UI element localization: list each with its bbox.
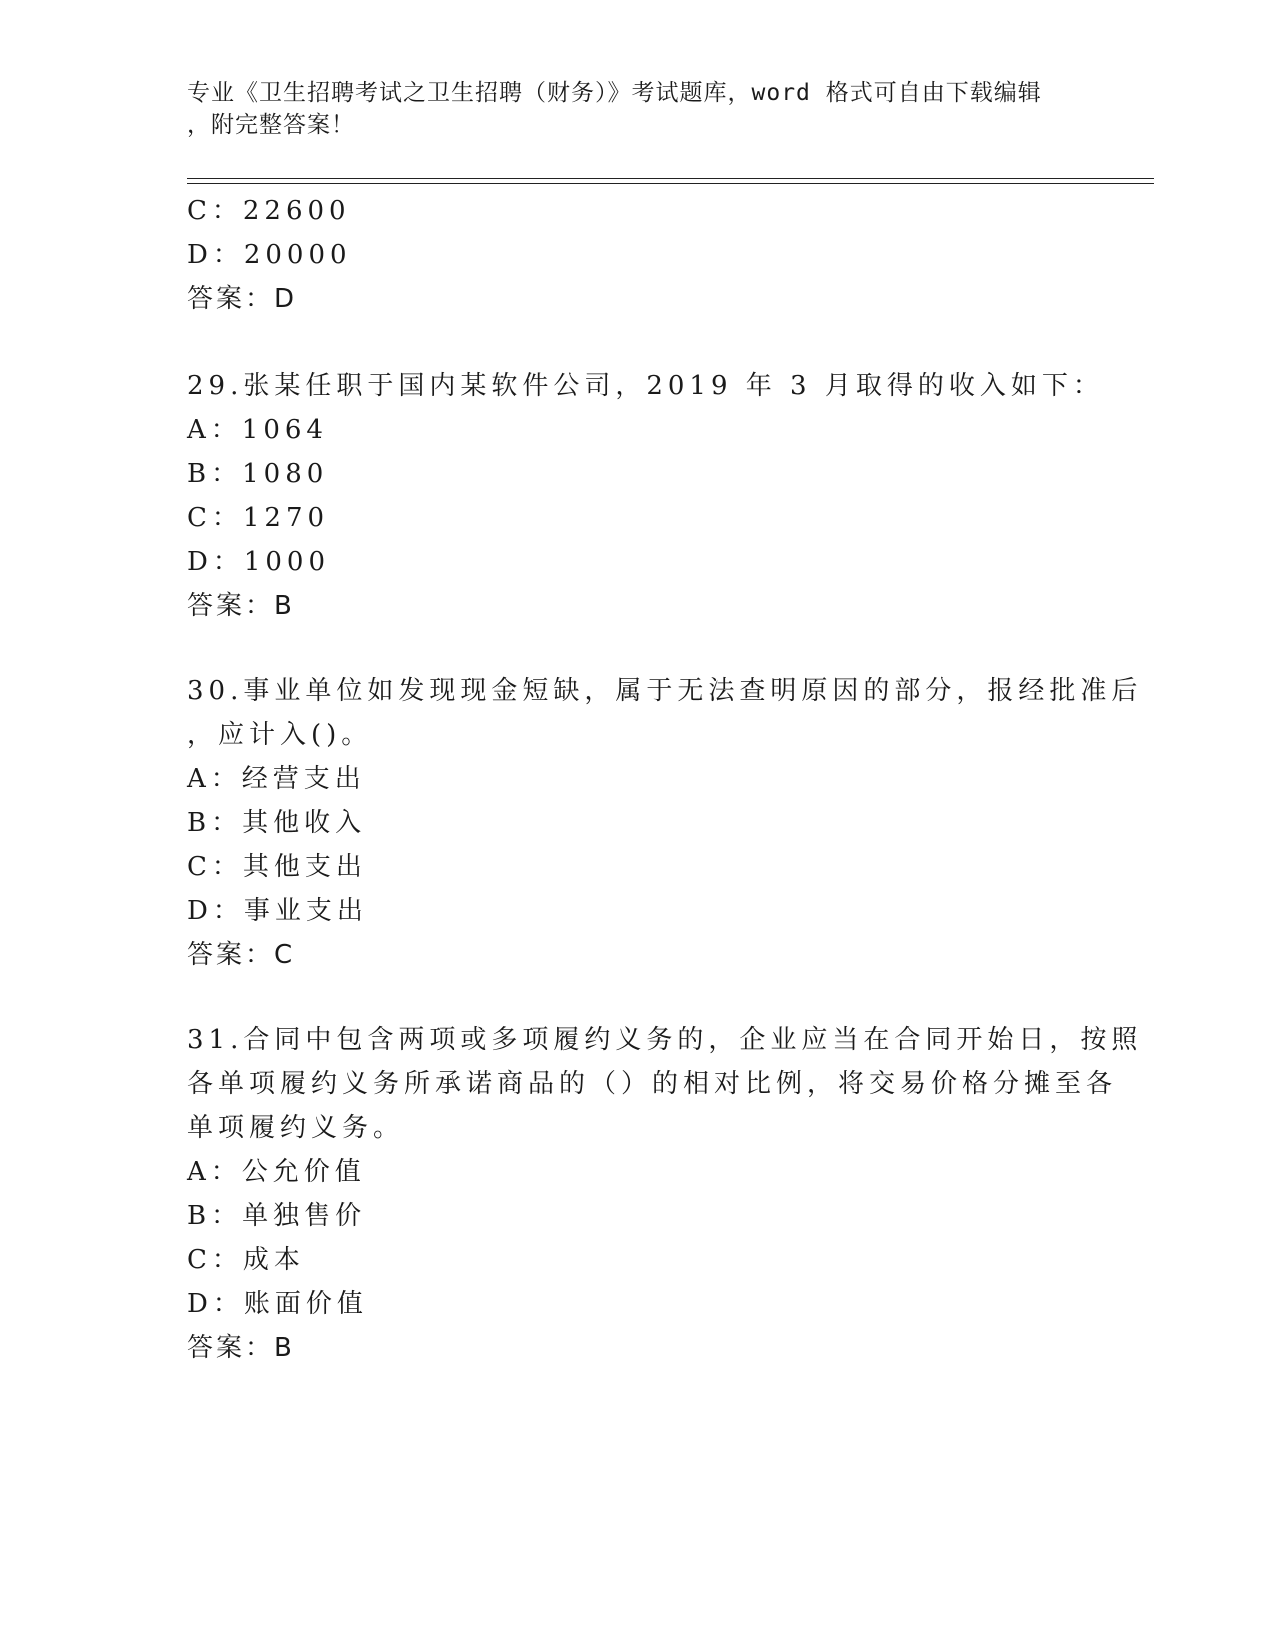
question-stem: 29.张某任职于国内某软件公司，2019 年 3 月取得的收入如下： xyxy=(187,371,1104,401)
option-c: C：其他支出 xyxy=(187,852,367,882)
option-c: C：1270 xyxy=(187,503,330,533)
header-divider-bottom xyxy=(187,183,1154,184)
answer-line: 答案：B xyxy=(187,591,295,621)
header-title-line-2: ，附完整答案！ xyxy=(187,112,355,138)
answer-line: 答案：B xyxy=(187,1333,295,1363)
header-title-line-1: 专业《卫生招聘考试之卫生招聘（财务）》考试题库，word 格式可自由下载编辑 xyxy=(187,80,1042,106)
question-stem-line-1: 31.合同中包含两项或多项履约义务的，企业应当在合同开始日，按照 xyxy=(187,1025,1143,1055)
option-b: B：单独售价 xyxy=(187,1201,367,1231)
answer-line: 答案：C xyxy=(187,940,296,970)
question-stem-line-2: 各单项履约义务所承诺商品的（）的相对比例，将交易价格分摊至各 xyxy=(187,1069,1118,1099)
question-stem-line-1: 30.事业单位如发现现金短缺，属于无法查明原因的部分，报经批准后 xyxy=(187,676,1143,706)
question-stem-line-3: 单项履约义务。 xyxy=(187,1113,405,1143)
option-a: A：经营支出 xyxy=(187,764,366,794)
option-d: D：事业支出 xyxy=(187,896,368,926)
option-c: C：22600 xyxy=(187,196,351,226)
question-stem-line-2: ，应计入()。 xyxy=(187,720,373,750)
header-divider-top xyxy=(187,178,1154,179)
option-c: C：成本 xyxy=(187,1245,305,1275)
option-d: D：账面价值 xyxy=(187,1289,368,1319)
option-a: A：公允价值 xyxy=(187,1157,366,1187)
answer-line: 答案：D xyxy=(187,284,298,314)
option-d: D：20000 xyxy=(187,240,352,270)
option-d: D：1000 xyxy=(187,547,331,577)
option-b: B：其他收入 xyxy=(187,808,367,838)
option-b: B：1080 xyxy=(187,459,329,489)
option-a: A：1064 xyxy=(187,415,328,445)
